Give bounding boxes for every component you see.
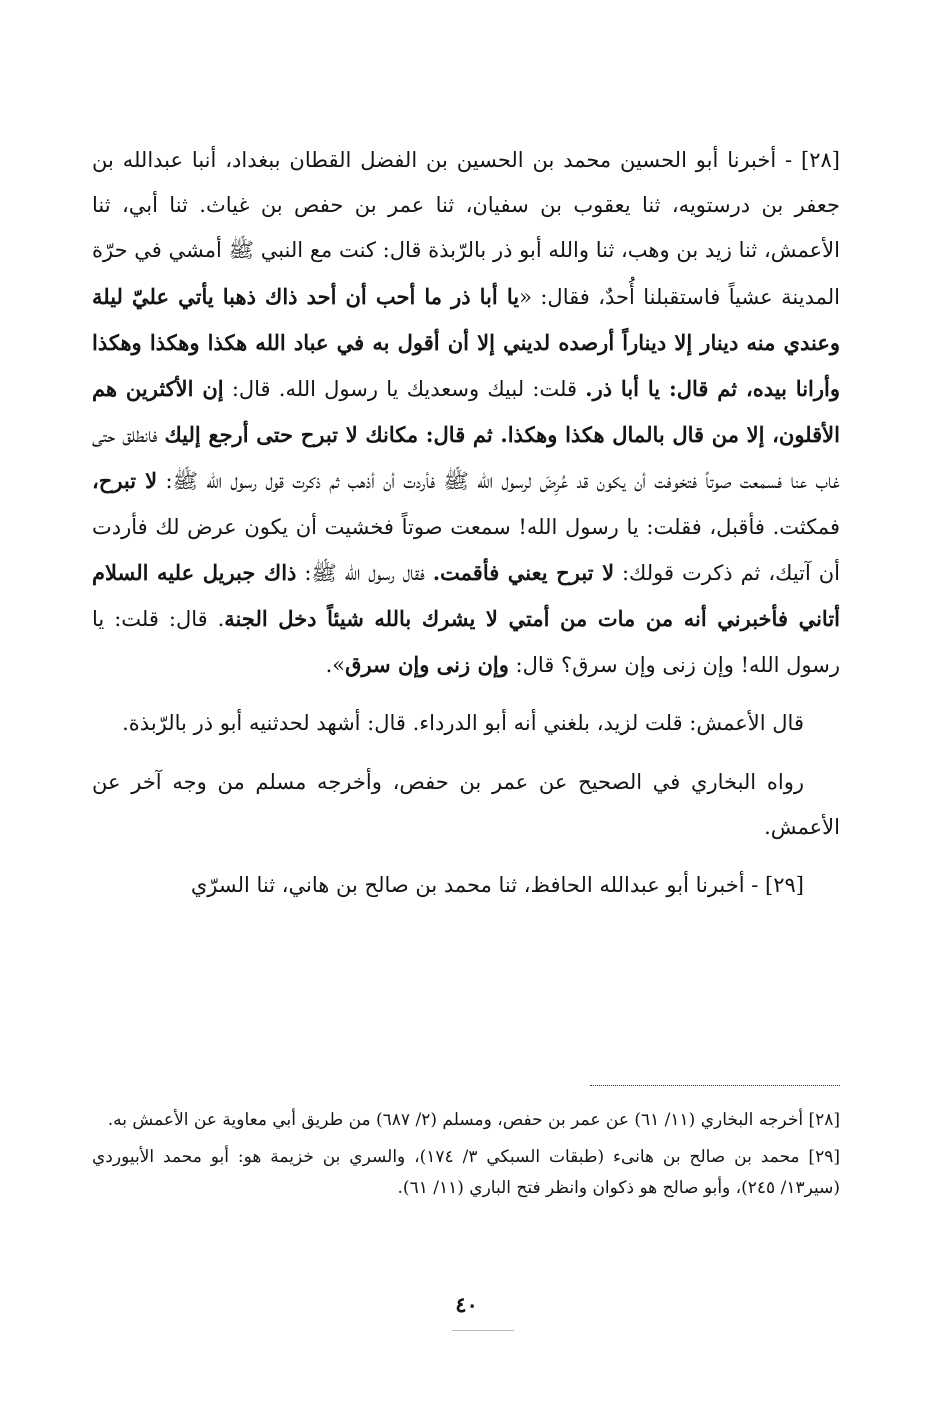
page-bottom-rule <box>452 1330 514 1331</box>
hadith-28-text-6: فمكثت. فأقبل، فقلت: يا رسول الله! سمعت صوتاً فخشيت أن يكون عرض لك فأردت أن آتيك، ثم ذكرت قولك: <box>92 514 840 585</box>
hadith-28-matn-9: ذاك جبريل عليه السلام أتاني فأخبرني أنه من مات من أمتي لا يشرك بالله شيئاً دخل الجنة <box>92 559 841 632</box>
takhrij-paragraph: رواه البخاري في الصحيح عن عمر بن حفص، وأخرجه مسلم من وجه آخر عن الأعمش. <box>92 769 840 839</box>
hadith-28-text-2: قلت: لبيك وسعديك يا رسول الله. قال: <box>223 377 586 402</box>
hadith-28-text-8: فقال رسول الله ﷺ: <box>296 560 433 585</box>
hadith-28-matn-11: وإن زنى وإن سرق <box>345 652 509 678</box>
main-text <box>92 138 840 908</box>
hadith-28-matn-3: إن الأكثرين هم الأقلون، إلا من قال بالمال هكذا وهكذا. ثم قال: مكانك لا تبرح حتى أرجع إليك <box>92 376 840 448</box>
footnote-28: [٢٨] أخرجه البخاري (١١/ ٦١) عن عمر بن حفص، ومسلم (٢/ ٦٨٧) من طريق أبي معاوية عن الأعمش به. <box>107 1110 840 1130</box>
hadith-28-matn-7: لا تبرح يعني فأقمت. <box>432 559 615 585</box>
hadith-28-text-4: فانطلق حتى غاب عنا فسمعت صوتاً فتخوفت أن يكون قد عُرِضَ لرسول الله ﷺ فأردت أن أذهب ثم ذكرت قول رسول الله ﷺ: <box>92 423 840 494</box>
amash-comment-paragraph: قال الأعمش: قلت لزيد، بلغني أنه أبو الدرداء. قال: أشهد لحدثنيه أبو ذر بالرّبذة. <box>122 711 804 736</box>
hadith-28-paragraph <box>92 138 840 688</box>
footnote-separator-line <box>590 1085 840 1086</box>
hadith-28-chain: [٢٨] - أخبرنا أبو الحسين محمد بن الحسين بن الفضل القطان ببغداد، أنبا عبدالله بن جعفر بن درستويه، ثنا يعقوب بن سفيان، ثنا عمر بن حفص بن غياث. ثنا أبي، ثنا الأعمش، ثنا زيد بن وهب، ثنا والله أبو ذر بالرّبذة قال: كنت مع النبي ﷺ أمشي في حرّة المدينة عشياً فاستقبلنا أُحدٌ، فقال: « <box>92 148 840 309</box>
footnotes <box>92 1105 840 1210</box>
hadith-28-text-12: ». <box>325 653 346 678</box>
hadith-28-matn-5: لا تبرح، <box>92 468 158 494</box>
hadith-29-paragraph: [٢٩] - أخبرنا أبو عبدالله الحافظ، ثنا محمد بن صالح بن هاني، ثنا السرّي <box>190 873 804 898</box>
footnote-29: [٢٩] محمد بن صالح بن هانىء (طبقات السبكي ٣/ ١٧٤)، والسري بن خزيمة هو: أبو محمد الأبيوردي (سير١٣/ ٢٤٥)، وأبو صالح هو ذكوان وانظر فتح الباري (١١/ ٦١). <box>92 1147 840 1198</box>
hadith-28-text-10: . قال: قلت: يا رسول الله! وإن زنى وإن سرق؟ قال: <box>92 607 840 678</box>
hadith-28-matn-1: يا أبا ذر ما أحب أن أحد ذاك ذهبا يأتي عليّ ليلة وعندي منه دينار إلا ديناراً أرصده لديني إلا أن أقول به في عباد الله هكذا وهكذا وهكذا وأرانا بيده، ثم قال: يا أبا ذر. <box>92 283 840 402</box>
page-number: ٤٠ <box>455 1292 478 1317</box>
